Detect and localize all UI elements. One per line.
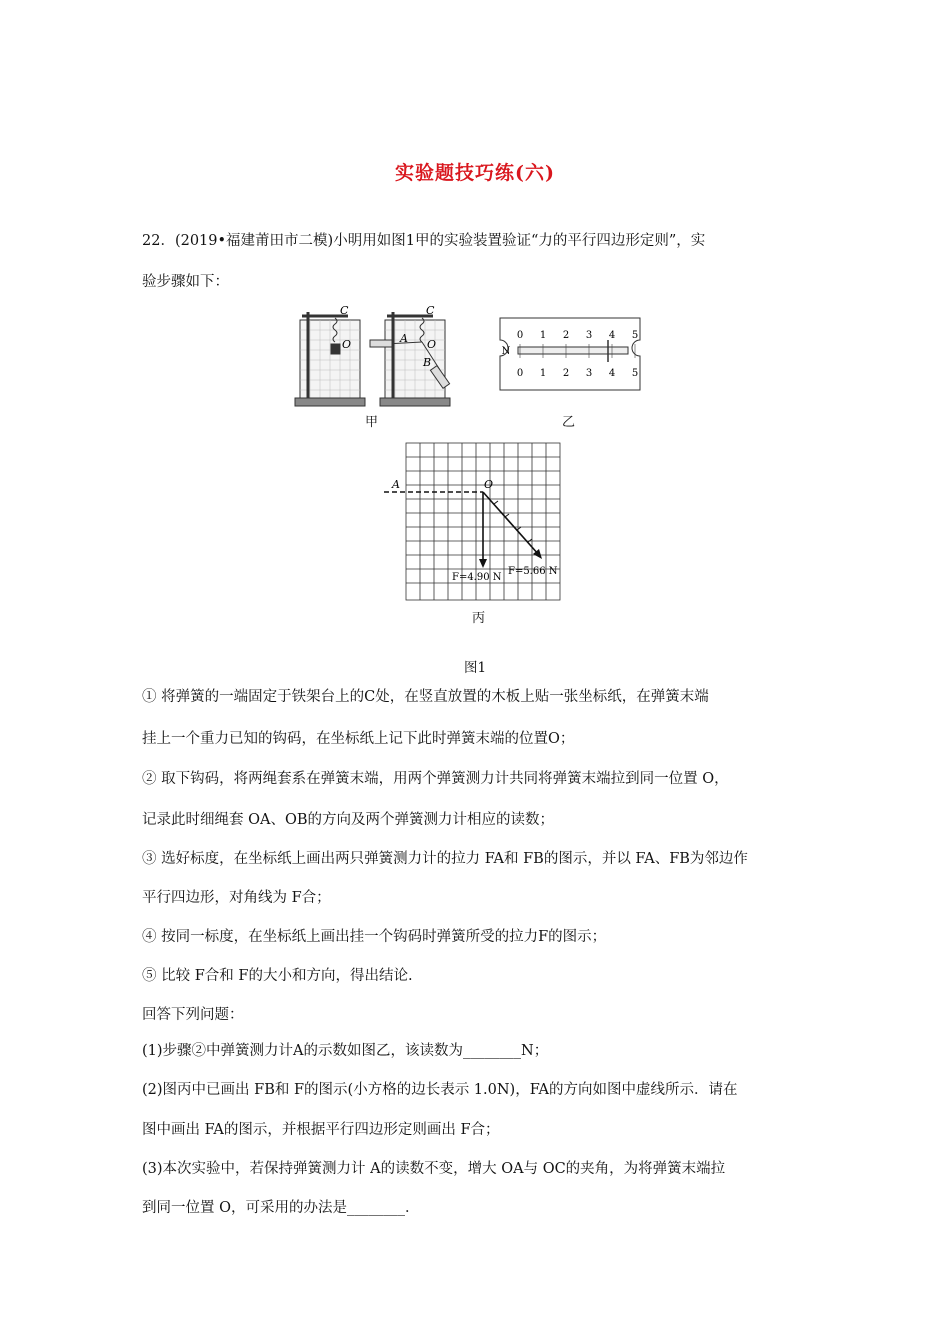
- answer-intro: 回答下列问题：: [142, 1007, 244, 1023]
- question-line-1: 22．(2019•福建莆田市二模)小明用如图1甲的实验装置验证“力的平行四边形定则”，实: [142, 233, 706, 249]
- apparatus-left: [295, 312, 365, 406]
- scale-top-2: 2: [562, 330, 570, 341]
- fb-arrow: [483, 492, 539, 555]
- question-line-2: 验步骤如下：: [142, 274, 229, 290]
- figure-grid: [380, 440, 580, 605]
- label-bing: 丙: [472, 611, 486, 626]
- scale-top-5: 5: [631, 330, 639, 341]
- label-c-left: C: [340, 304, 349, 317]
- step-1-line-1: ① 将弹簧的一端固定于铁架台上的C处，在竖直放置的木板上贴一张坐标纸，在弹簧末端: [142, 689, 709, 705]
- figure-caption: 图1: [464, 660, 487, 676]
- scale-top-1: 1: [539, 330, 547, 341]
- grid-label-f: F=4.90 N: [452, 572, 502, 583]
- scale-bottom-0: 0: [516, 368, 524, 379]
- step-5: ⑤ 比较 F合和 F的大小和方向，得出结论.: [142, 968, 413, 984]
- question-3-line-2: 到同一位置 O，可采用的办法是________．: [142, 1200, 420, 1216]
- scale-top-3: 3: [585, 330, 593, 341]
- question-2-line-1: (2)图丙中已画出 FB和 F的图示(小方格的边长表示 1.0N)，FA的方向如图中虚线所示．请在: [142, 1082, 738, 1098]
- page-title: 实验题技巧练(六): [395, 162, 555, 184]
- label-a-right: A: [400, 332, 408, 345]
- step-2-line-2: 记录此时细绳套 OA、OB的方向及两个弹簧测力计相应的读数；: [142, 812, 555, 828]
- scale-top-4: 4: [608, 330, 616, 341]
- step-4: ④ 按同一标度，在坐标纸上画出挂一个钩码时弹簧所受的拉力F的图示；: [142, 929, 607, 945]
- figure-apparatus: [290, 300, 670, 410]
- step-3-line-2: 平行四边形，对角线为 F合；: [142, 890, 331, 906]
- label-o-right: O: [427, 338, 437, 351]
- step-2-line-1: ② 取下钩码，将两绳套系在弹簧末端，用两个弹簧测力计共同将弹簧末端拉到同一位置 O，: [142, 771, 729, 787]
- scale-bottom-1: 1: [539, 368, 547, 379]
- label-c-right: C: [426, 304, 435, 317]
- grid-label-a: A: [392, 478, 400, 491]
- grid-label-o: O: [484, 478, 494, 491]
- scale-bottom-5: 5: [631, 368, 639, 379]
- scale-bottom-4: 4: [608, 368, 616, 379]
- label-jia: 甲: [365, 415, 379, 430]
- scale-unit: N: [501, 346, 511, 357]
- question-1: (1)步骤②中弹簧测力计A的示数如图乙，该读数为________N；: [142, 1043, 549, 1059]
- label-o-left: O: [342, 338, 352, 351]
- spring-scale: [500, 318, 640, 390]
- step-1-line-2: 挂上一个重力已知的钩码，在坐标纸上记下此时弹簧末端的位置O；: [142, 731, 575, 747]
- apparatus-right: [370, 312, 450, 406]
- label-b-right: B: [423, 356, 432, 369]
- scale-bottom-2: 2: [562, 368, 570, 379]
- scale-top-0: 0: [516, 330, 524, 341]
- label-yi: 乙: [562, 415, 576, 430]
- question-3-line-1: (3)本次实验中，若保持弹簧测力计 A的读数不变，增大 OA与 OC的夹角，为将弹簧末端拉: [142, 1161, 726, 1177]
- grid-label-fb: F=5.66 N: [508, 566, 558, 577]
- scale-bottom-3: 3: [585, 368, 593, 379]
- step-3-line-1: ③ 选好标度，在坐标纸上画出两只弹簧测力计的拉力 FA和 FB的图示，并以 FA、FB为邻边作: [142, 851, 748, 867]
- question-2-line-2: 图中画出 FA的图示，并根据平行四边形定则画出 F合；: [142, 1122, 500, 1138]
